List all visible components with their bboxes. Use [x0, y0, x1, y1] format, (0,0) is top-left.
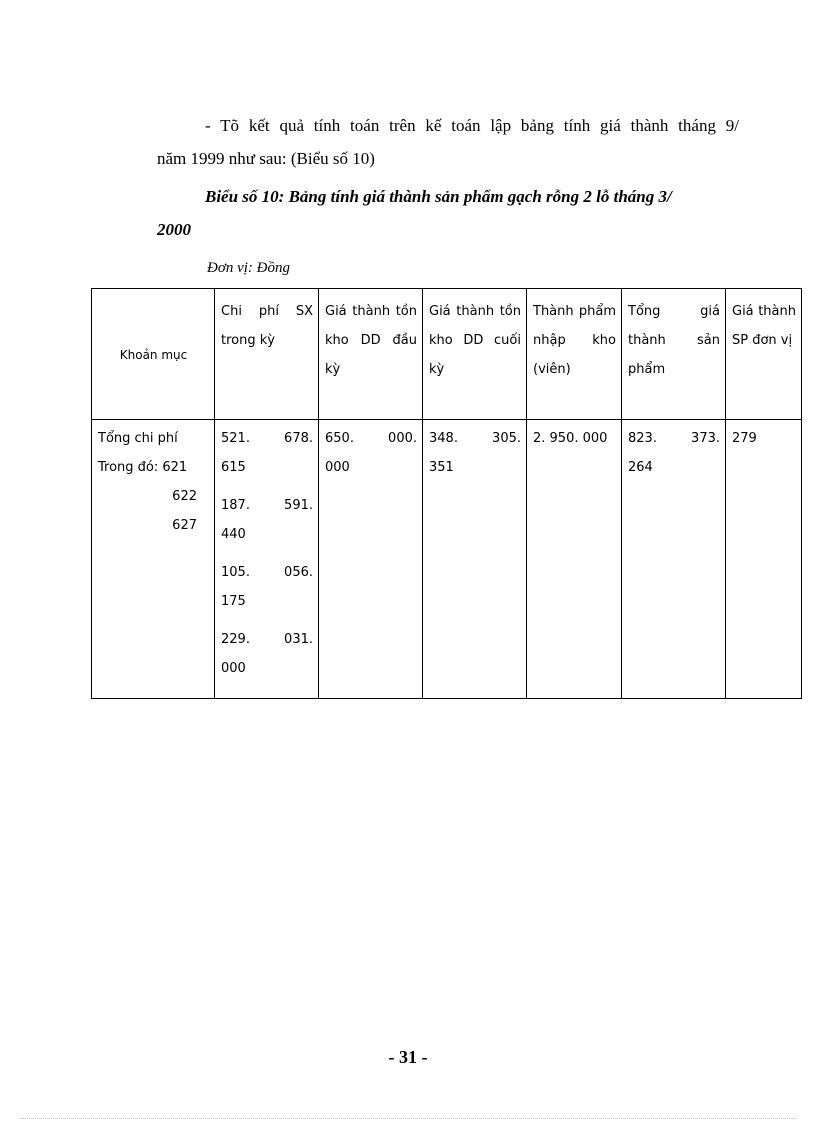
value-part: 105. 056.	[221, 565, 313, 580]
header-don-vi: Giá thành SP đơn vị	[726, 289, 802, 420]
unit-label: Đơn vị: Đồng	[207, 260, 290, 276]
cost-table	[91, 288, 802, 699]
value-part: 351	[429, 460, 454, 475]
header-tong-gia-thanh: Tổng giá thành sản phẩm	[622, 289, 726, 420]
label-627: 627	[172, 518, 197, 533]
chi-phi-621	[221, 491, 313, 549]
value-part: 175	[221, 594, 246, 609]
label-621: Trong đó: 621	[98, 460, 188, 475]
cell-tong-gia-thanh	[622, 420, 726, 699]
header-chi-phi-sx: Chi phí SX trong kỳ	[215, 289, 319, 420]
header-khoan-muc: Khoản mục	[92, 289, 215, 420]
caption-line-1: Biểu số 10: Bảng tính giá thành sản phẩm gạch rỗng 2 lỗ tháng 3/	[205, 187, 672, 206]
value-part: 000	[221, 661, 246, 676]
header-thanh-pham: Thành phẩm nhập kho (viên)	[527, 289, 622, 420]
value-part: 229. 031.	[221, 632, 313, 647]
intro-line-1: - Tõ kết quả tính toán trên kế toán lập bảng tính giá thành tháng 9/	[205, 116, 739, 135]
page-bottom-rule	[20, 1118, 796, 1119]
table-row	[92, 420, 802, 699]
value-part: 650. 000.	[325, 431, 417, 446]
chi-phi-total	[221, 424, 313, 482]
value-part: 000	[325, 460, 350, 475]
page-number: - 31 -	[388, 1047, 428, 1067]
value-part: 279	[732, 431, 757, 446]
label-tong-chi-phi: Tổng chi phí	[98, 431, 178, 446]
cell-ton-dau-ky	[319, 420, 423, 699]
value-part: 348. 305.	[429, 431, 521, 446]
value-part: 615	[221, 460, 246, 475]
cell-chi-phi-sx	[215, 420, 319, 699]
chi-phi-622	[221, 558, 313, 616]
value-part: 2. 950. 000	[533, 431, 608, 446]
table-caption	[157, 180, 739, 246]
caption-line-2: 2000	[157, 220, 191, 239]
table-header-row	[92, 289, 802, 420]
header-ton-cuoi-ky: Giá thành tồn kho DD cuối kỳ	[423, 289, 527, 420]
cell-thanh-pham	[527, 420, 622, 699]
value-part: 440	[221, 527, 246, 542]
value-part: 264	[628, 460, 653, 475]
intro-paragraph	[157, 109, 739, 175]
label-622: 622	[172, 489, 197, 504]
value-part: 823. 373.	[628, 431, 720, 446]
cell-don-vi	[726, 420, 802, 699]
value-part: 521. 678.	[221, 431, 313, 446]
chi-phi-627	[221, 625, 313, 683]
cell-row-labels	[92, 420, 215, 699]
intro-line-2: năm 1999 như sau: (Biểu số 10)	[157, 149, 375, 168]
value-part: 187. 591.	[221, 498, 313, 513]
header-ton-dau-ky: Giá thành tồn kho DD đầu kỳ	[319, 289, 423, 420]
cell-ton-cuoi-ky	[423, 420, 527, 699]
